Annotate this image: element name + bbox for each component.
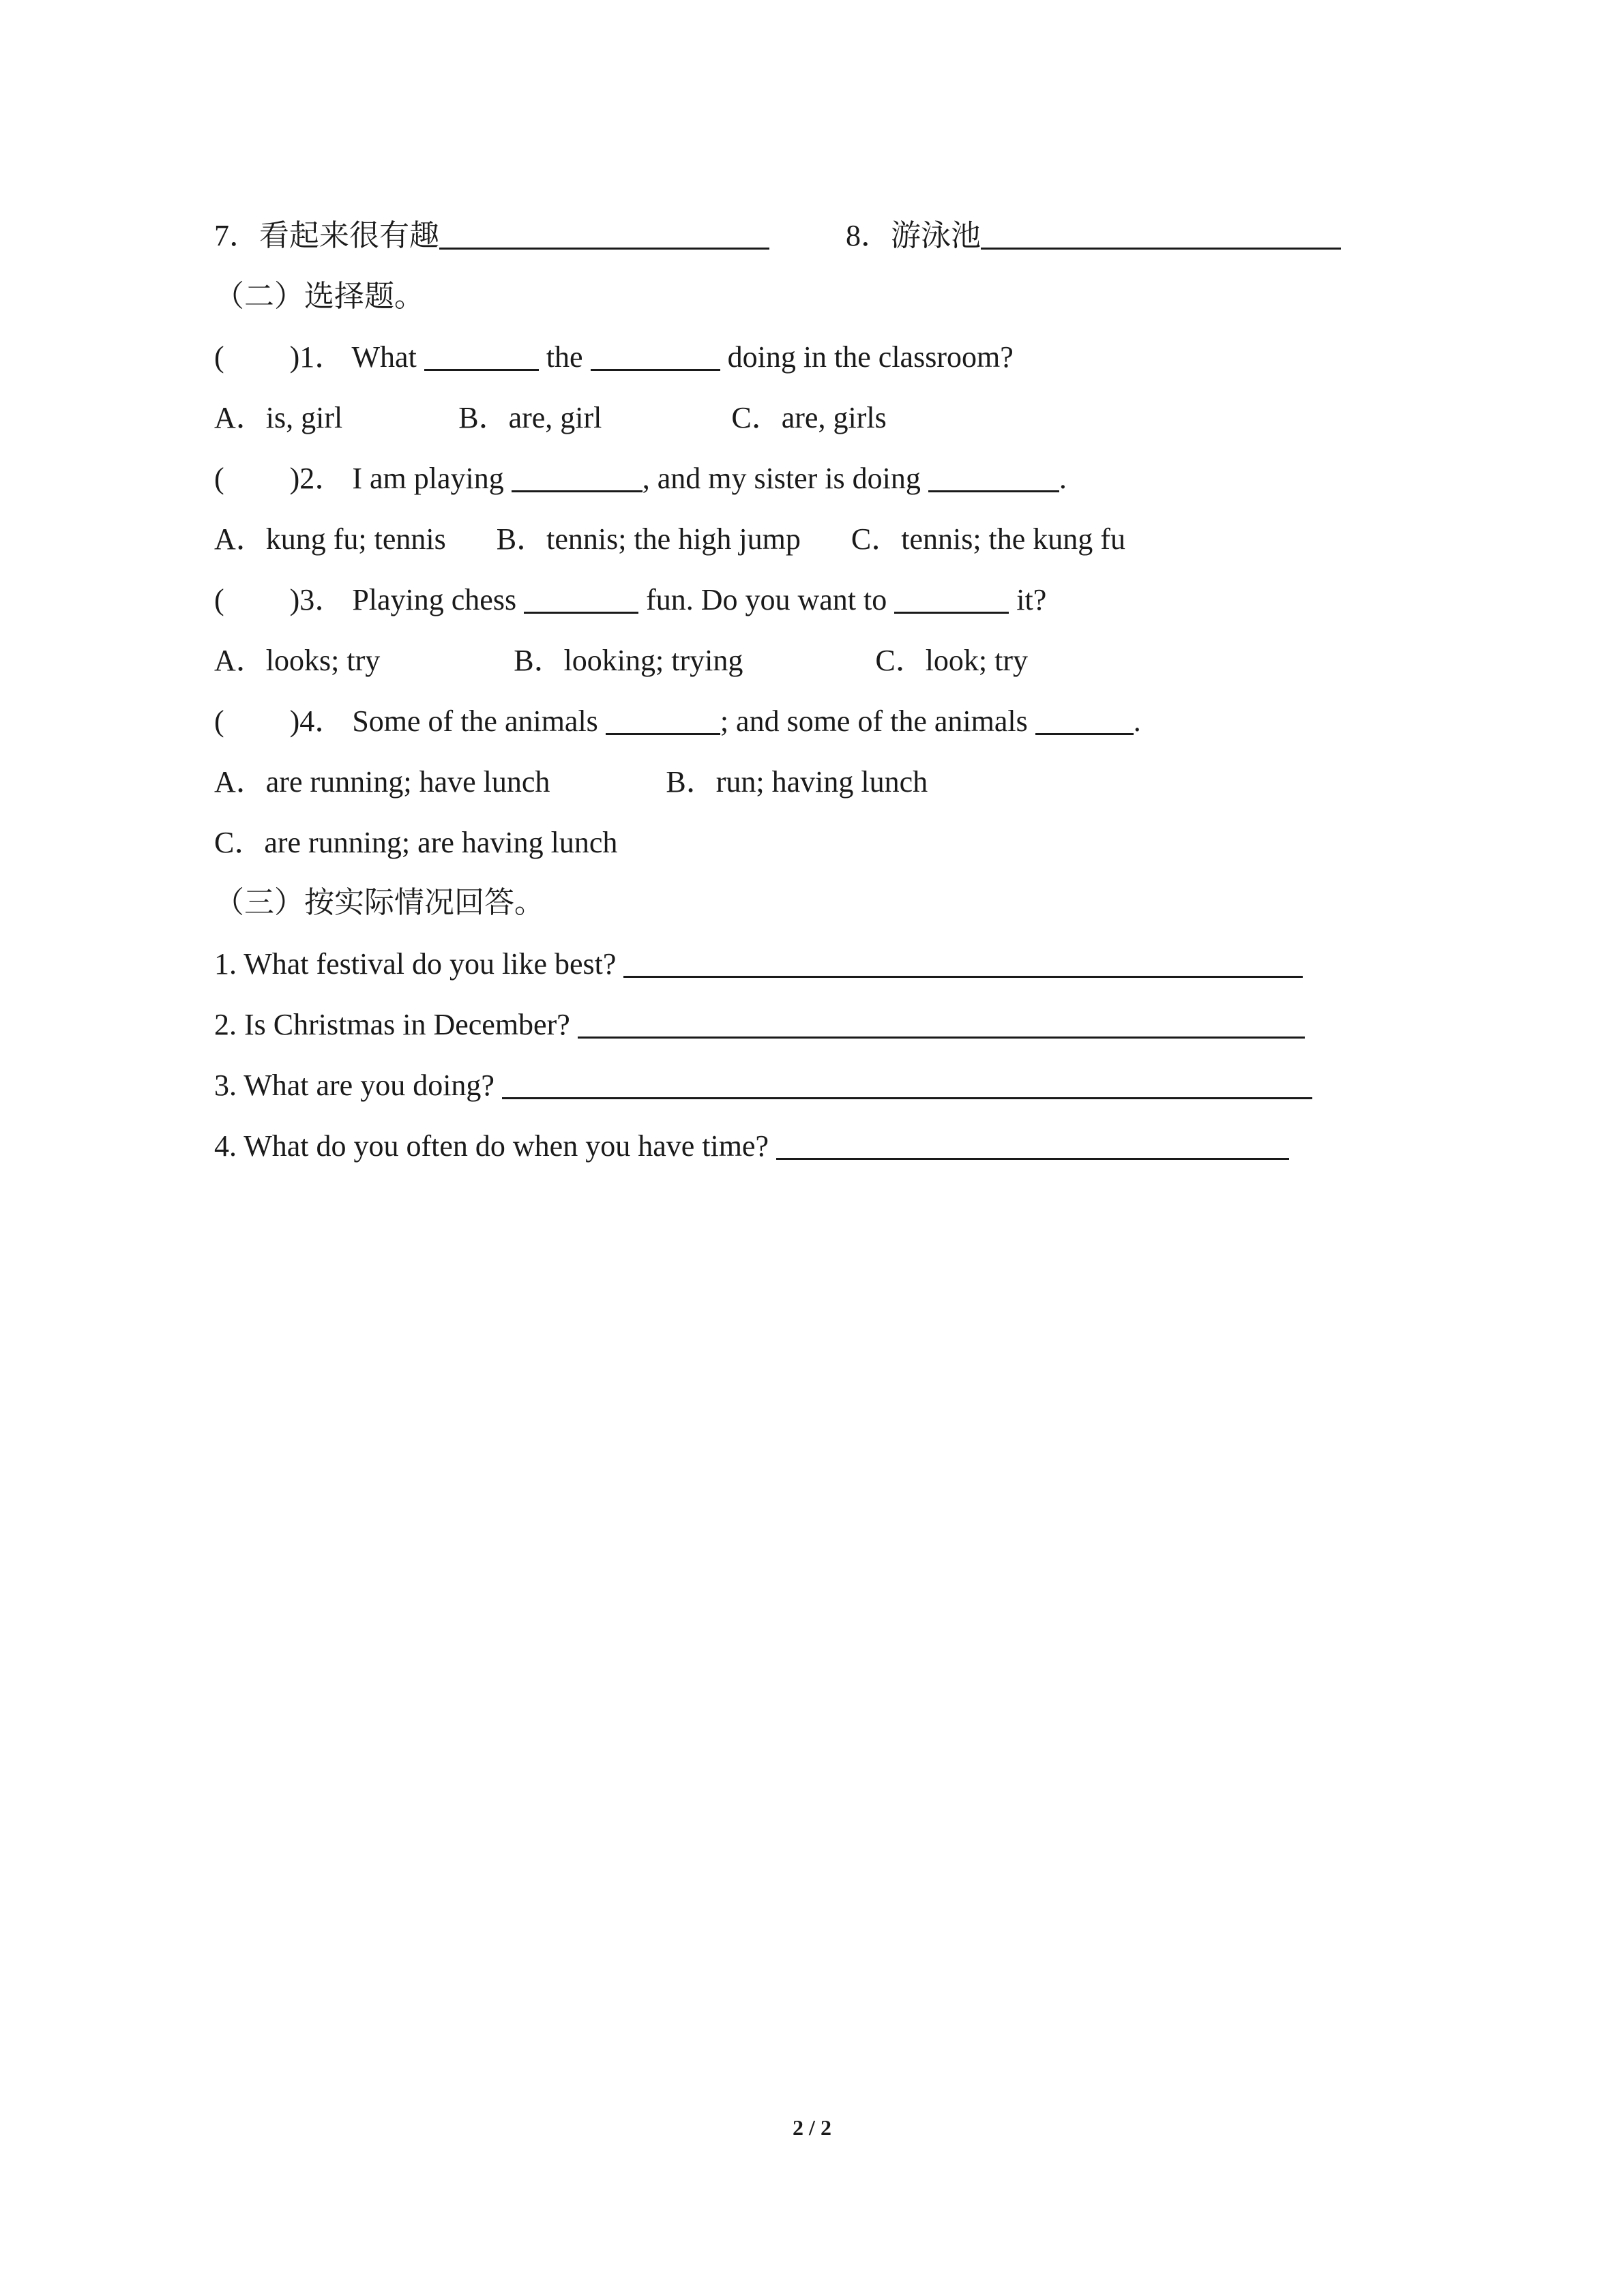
question-3 [214, 580, 1046, 621]
option-a: A．looks; try [214, 644, 381, 677]
question-number: )3． [289, 583, 345, 616]
question-number: )4． [289, 704, 345, 738]
paren-open: ( [214, 704, 224, 738]
answer-blank[interactable] [928, 463, 1059, 492]
option-b: B．looking; trying [514, 644, 743, 677]
option-c: C．are, girls [731, 401, 887, 434]
vocab-item-7: 7．看起来很有趣 [214, 219, 439, 252]
section-heading-answer: （三）按实际情况回答。 [214, 886, 544, 919]
page-number: 2 / 2 [793, 2115, 831, 2140]
options-2 [214, 519, 1125, 560]
options-1 [214, 398, 887, 438]
answer-line[interactable] [623, 949, 1303, 978]
answer-blank[interactable] [424, 342, 539, 371]
paren-open: ( [214, 462, 224, 495]
question-text: Playing chess [352, 583, 517, 616]
options-4-c [214, 822, 617, 863]
option-c: C．are running; are having lunch [214, 826, 618, 859]
question-2 [214, 458, 1067, 499]
answer-blank[interactable] [894, 584, 1009, 614]
option-a: A．kung fu; tennis [214, 522, 446, 556]
question-text: fun. Do you want to [646, 583, 887, 616]
question-4 [214, 701, 1141, 742]
answer-question-2 [214, 1004, 1305, 1045]
answer-question-4 [214, 1126, 1289, 1167]
question-1 [214, 337, 1014, 378]
option-c: C．tennis; the kung fu [851, 522, 1125, 556]
answer-blank[interactable] [439, 220, 769, 250]
answer-blank[interactable] [981, 220, 1341, 250]
question-text: What [351, 340, 417, 374]
question-text: Some of the animals [352, 704, 598, 738]
question-text: 3. What are you doing? [214, 1069, 494, 1102]
question-text: it? [1016, 583, 1047, 616]
option-b: B．run; having lunch [666, 765, 928, 799]
section-heading-choice: （二）选择题。 [214, 280, 424, 313]
answer-question-1 [214, 944, 1303, 985]
question-text: . [1133, 704, 1141, 738]
option-a: A．are running; have lunch [214, 765, 550, 799]
answer-blank[interactable] [606, 706, 720, 735]
answer-blank[interactable] [1035, 706, 1134, 735]
options-3 [214, 640, 1028, 681]
option-b: B．tennis; the high jump [496, 522, 801, 556]
question-text: , and my sister is doing [642, 462, 921, 495]
answer-blank[interactable] [524, 584, 638, 614]
option-c: C．look; try [875, 644, 1029, 677]
question-text: doing in the classroom? [727, 340, 1014, 374]
question-text: ; and some of the animals [720, 704, 1028, 738]
answer-question-3 [214, 1065, 1312, 1106]
question-text: I am playing [352, 462, 504, 495]
question-text: 4. What do you often do when you have time? [214, 1129, 769, 1163]
question-text: the [546, 340, 583, 374]
question-number: )1． [289, 340, 345, 374]
question-number: )2． [289, 462, 345, 495]
answer-line[interactable] [502, 1070, 1312, 1099]
question-text: 1. What festival do you like best? [214, 947, 617, 981]
answer-blank[interactable] [591, 342, 720, 371]
options-4 [214, 762, 928, 803]
paren-open: ( [214, 340, 224, 374]
answer-blank[interactable] [512, 463, 643, 492]
answer-line[interactable] [776, 1131, 1289, 1160]
paren-open: ( [214, 583, 224, 616]
vocab-row [214, 215, 1341, 256]
option-a: A．is, girl [214, 401, 343, 434]
question-text: 2. Is Christmas in December? [214, 1008, 570, 1041]
question-text: . [1059, 462, 1067, 495]
answer-line[interactable] [578, 1009, 1305, 1039]
vocab-item-8: 8．游泳池 [846, 219, 981, 252]
option-b: B．are, girl [458, 401, 602, 434]
